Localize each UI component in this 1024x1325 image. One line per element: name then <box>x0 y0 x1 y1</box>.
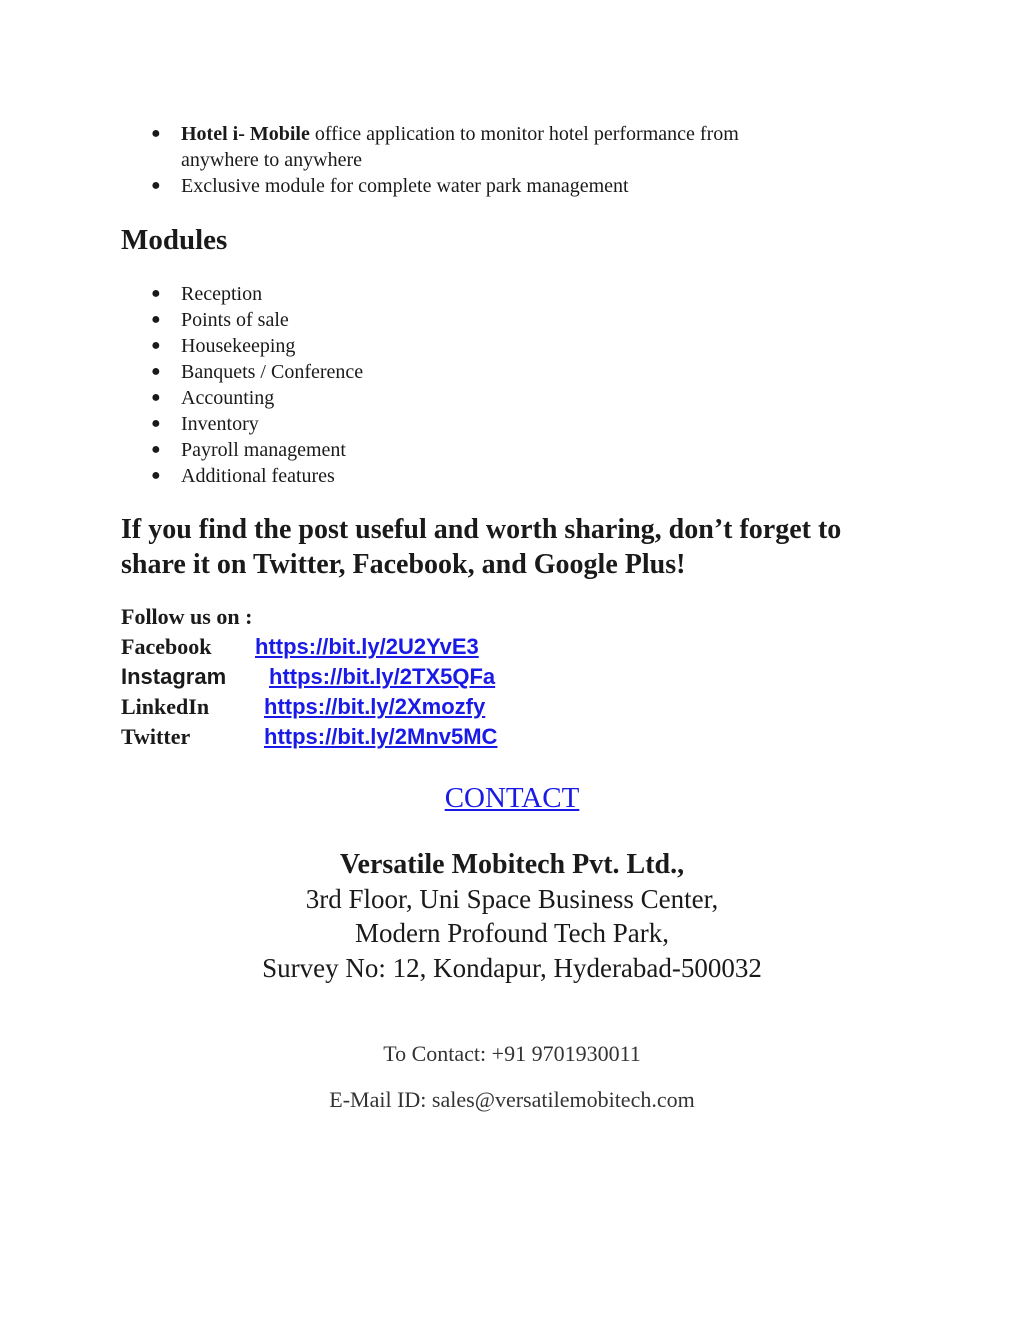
modules-heading: Modules <box>121 224 228 256</box>
module-item-label: Reception <box>181 283 263 305</box>
bullet-icon: ● <box>151 177 161 194</box>
module-item-label: Banquets / Conference <box>181 361 364 383</box>
share-heading-line2: share it on Twitter, Facebook, and Google Plus! <box>121 549 686 580</box>
module-item <box>150 307 850 333</box>
social-row-instagram <box>121 662 721 692</box>
bullet-icon: ● <box>151 415 161 432</box>
follow-title: Follow us on : <box>121 604 253 629</box>
social-row-linkedin <box>121 692 721 722</box>
twitter-link[interactable]: https://bit.ly/2Mnv5MC <box>264 724 498 749</box>
share-heading <box>121 512 921 582</box>
bullet-icon: ● <box>151 467 161 484</box>
bullet-icon: ● <box>151 285 161 302</box>
feature-item-text: office application to monitor hotel performance from <box>309 123 739 145</box>
feature-item-text-cont: anywhere to anywhere <box>181 149 363 171</box>
facebook-link[interactable]: https://bit.ly/2U2YvE3 <box>255 634 479 659</box>
module-item-label: Additional features <box>181 465 335 487</box>
social-label-instagram: Instagram <box>121 664 227 689</box>
bullet-icon: ● <box>151 125 161 142</box>
company-name-text: Versatile Mobitech Pvt. Ltd., <box>339 849 685 880</box>
feature-item-bold: Hotel i- Mobile <box>181 123 310 145</box>
social-label-linkedin: LinkedIn <box>121 694 210 719</box>
social-row-facebook <box>121 632 721 662</box>
bullet-icon: ● <box>151 337 161 354</box>
module-item <box>150 385 850 411</box>
instagram-link[interactable]: https://bit.ly/2TX5QFa <box>269 664 496 689</box>
module-item <box>150 411 850 437</box>
module-item-label: Inventory <box>181 413 259 435</box>
linkedin-link[interactable]: https://bit.ly/2Xmozfy <box>264 694 486 719</box>
module-item <box>150 281 850 307</box>
contact-link[interactable]: CONTACT <box>444 782 580 814</box>
module-item <box>150 359 850 385</box>
social-label-facebook: Facebook <box>121 634 212 659</box>
social-row-twitter <box>121 722 721 752</box>
contact-email: E-Mail ID: sales@versatilemobitech.com <box>329 1087 695 1112</box>
address-line-3: Survey No: 12, Kondapur, Hyderabad-500032 <box>262 953 762 983</box>
social-label-twitter: Twitter <box>121 724 191 749</box>
module-item-label: Points of sale <box>181 309 289 331</box>
contact-phone: To Contact: +91 9701930011 <box>383 1041 641 1066</box>
feature-item <box>150 121 850 173</box>
bullet-icon: ● <box>151 311 161 328</box>
address-line-2: Modern Profound Tech Park, <box>354 918 670 948</box>
modules-list <box>150 281 850 489</box>
bullet-icon: ● <box>151 363 161 380</box>
module-item-label: Housekeeping <box>181 335 296 357</box>
feature-item-text: Exclusive module for complete water park management <box>181 175 629 197</box>
address-line-1: 3rd Floor, Uni Space Business Center, <box>305 884 719 914</box>
module-item <box>150 463 850 489</box>
feature-list <box>150 121 850 199</box>
bullet-icon: ● <box>151 389 161 406</box>
module-item <box>150 437 850 463</box>
module-item <box>150 333 850 359</box>
module-item-label: Payroll management <box>181 439 346 461</box>
bullet-icon: ● <box>151 441 161 458</box>
feature-item <box>150 173 850 199</box>
share-heading-line1: If you find the post useful and worth sharing, don’t forget to <box>121 514 842 545</box>
company-name <box>0 847 1024 882</box>
module-item-label: Accounting <box>181 387 275 409</box>
